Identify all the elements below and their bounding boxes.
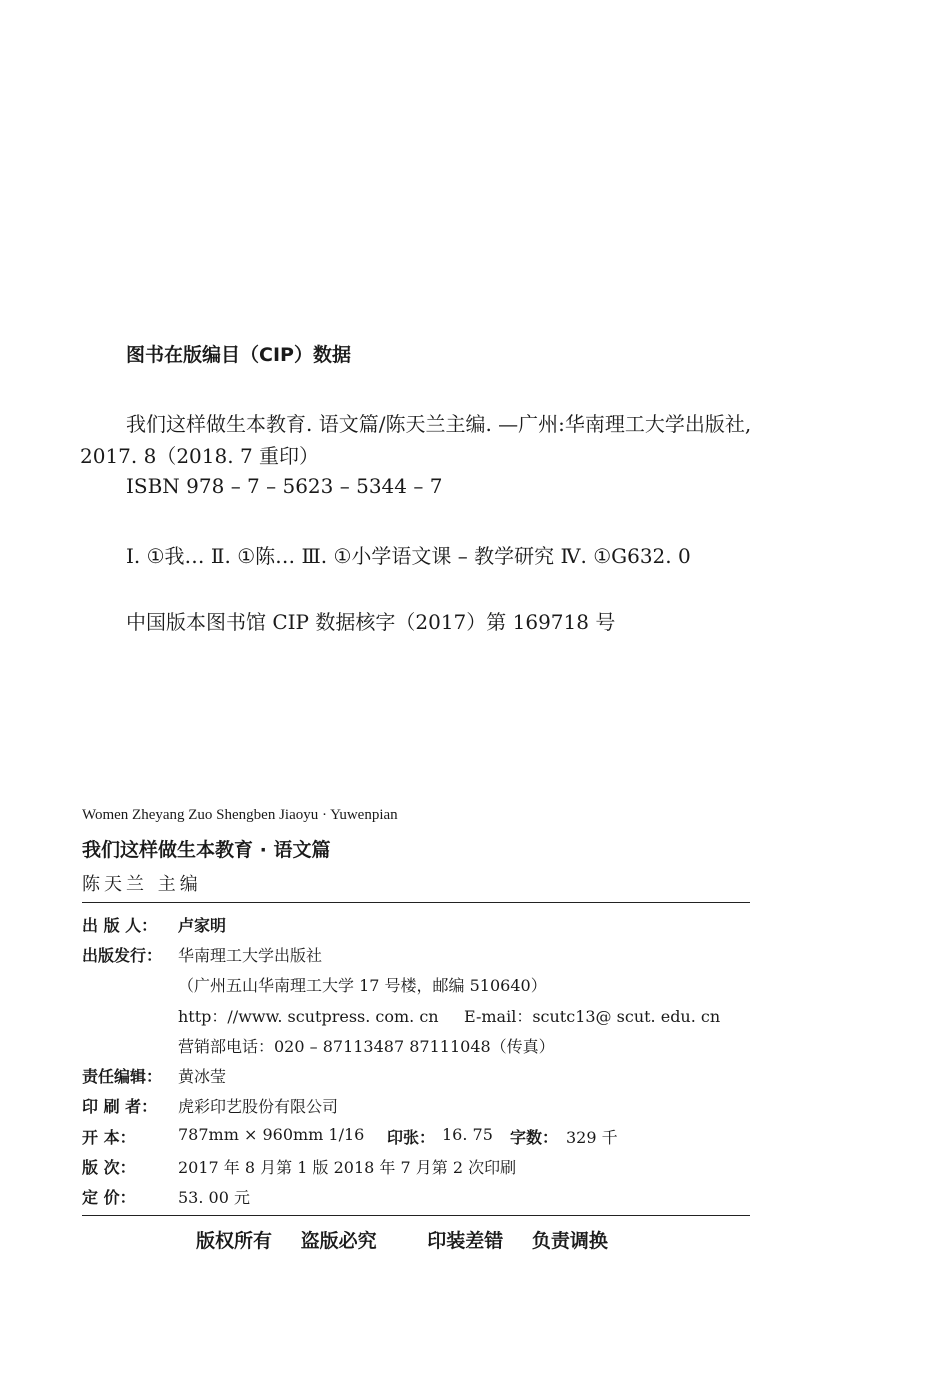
- copyright-part-3: 印装差错: [427, 1230, 504, 1252]
- chief-editor: 陈天兰 主编: [82, 874, 202, 895]
- book-title: 我们这样做生本教育 · 语文篇: [82, 839, 331, 861]
- publisher-person-value: 卢家明: [178, 916, 227, 935]
- edition-label: 版 次：: [82, 1158, 136, 1177]
- format-size: 787mm × 960mm 1/16: [178, 1125, 365, 1144]
- edition-value: 2017 年 8 月第 1 版 2018 年 7 月第 2 次印刷: [178, 1158, 517, 1177]
- printer-label: 印 刷 者：: [82, 1097, 158, 1116]
- copyright-part-2: 盗版必究: [300, 1230, 377, 1252]
- publisher-email: E-mail：scutc13@ scut. edu. cn: [464, 1007, 721, 1026]
- divider-bottom: [82, 1215, 750, 1216]
- editor-in-charge-label: 责任编辑：: [82, 1067, 163, 1086]
- classification: Ⅰ. ①我… Ⅱ. ①陈… Ⅲ. ①小学语文课 – 教学研究 Ⅳ. ①G632. 0: [126, 544, 691, 568]
- publisher-value: 华南理工大学出版社: [178, 946, 323, 965]
- sheets-label: 印张：: [387, 1128, 436, 1147]
- words-value: 329 千: [566, 1128, 618, 1147]
- price-label: 定 价：: [82, 1188, 136, 1207]
- isbn: ISBN 978 – 7 – 5623 – 5344 – 7: [126, 474, 443, 498]
- cip-data-number: 中国版本图书馆 CIP 数据核字（2017）第 169718 号: [126, 610, 616, 634]
- sheets-value: 16. 75: [442, 1125, 493, 1144]
- printer-value: 虎彩印艺股份有限公司: [178, 1097, 339, 1116]
- publisher-address: （广州五山华南理工大学 17 号楼，邮编 510640）: [178, 976, 547, 995]
- copyright-part-1: 版权所有: [196, 1230, 273, 1252]
- publisher-phone: 营销部电话：020 – 87113487 87111048（传真）: [178, 1037, 555, 1056]
- cip-description-line-2: 2017. 8（2018. 7 重印）: [80, 444, 320, 468]
- divider-top: [82, 902, 750, 903]
- publisher-website: http：//www. scutpress. com. cn: [178, 1007, 439, 1026]
- editor-in-charge-value: 黄冰莹: [178, 1067, 227, 1086]
- copyright-notice: [196, 1226, 608, 1253]
- price-value: 53. 00 元: [178, 1188, 250, 1207]
- words-label: 字数：: [510, 1128, 559, 1147]
- format-label: 开 本：: [82, 1128, 136, 1147]
- cip-description-line-1: 我们这样做生本教育. 语文篇/陈天兰主编. —广州:华南理工大学出版社,: [126, 412, 752, 436]
- pinyin-title: Women Zheyang Zuo Shengben Jiaoyu · Yuwenpian: [82, 807, 398, 823]
- publisher-person-label: 出 版 人：: [82, 916, 158, 935]
- publisher-label: 出版发行：: [82, 946, 163, 965]
- copyright-part-4: 负责调换: [531, 1230, 608, 1252]
- cip-heading: 图书在版编目（CIP）数据: [126, 344, 351, 366]
